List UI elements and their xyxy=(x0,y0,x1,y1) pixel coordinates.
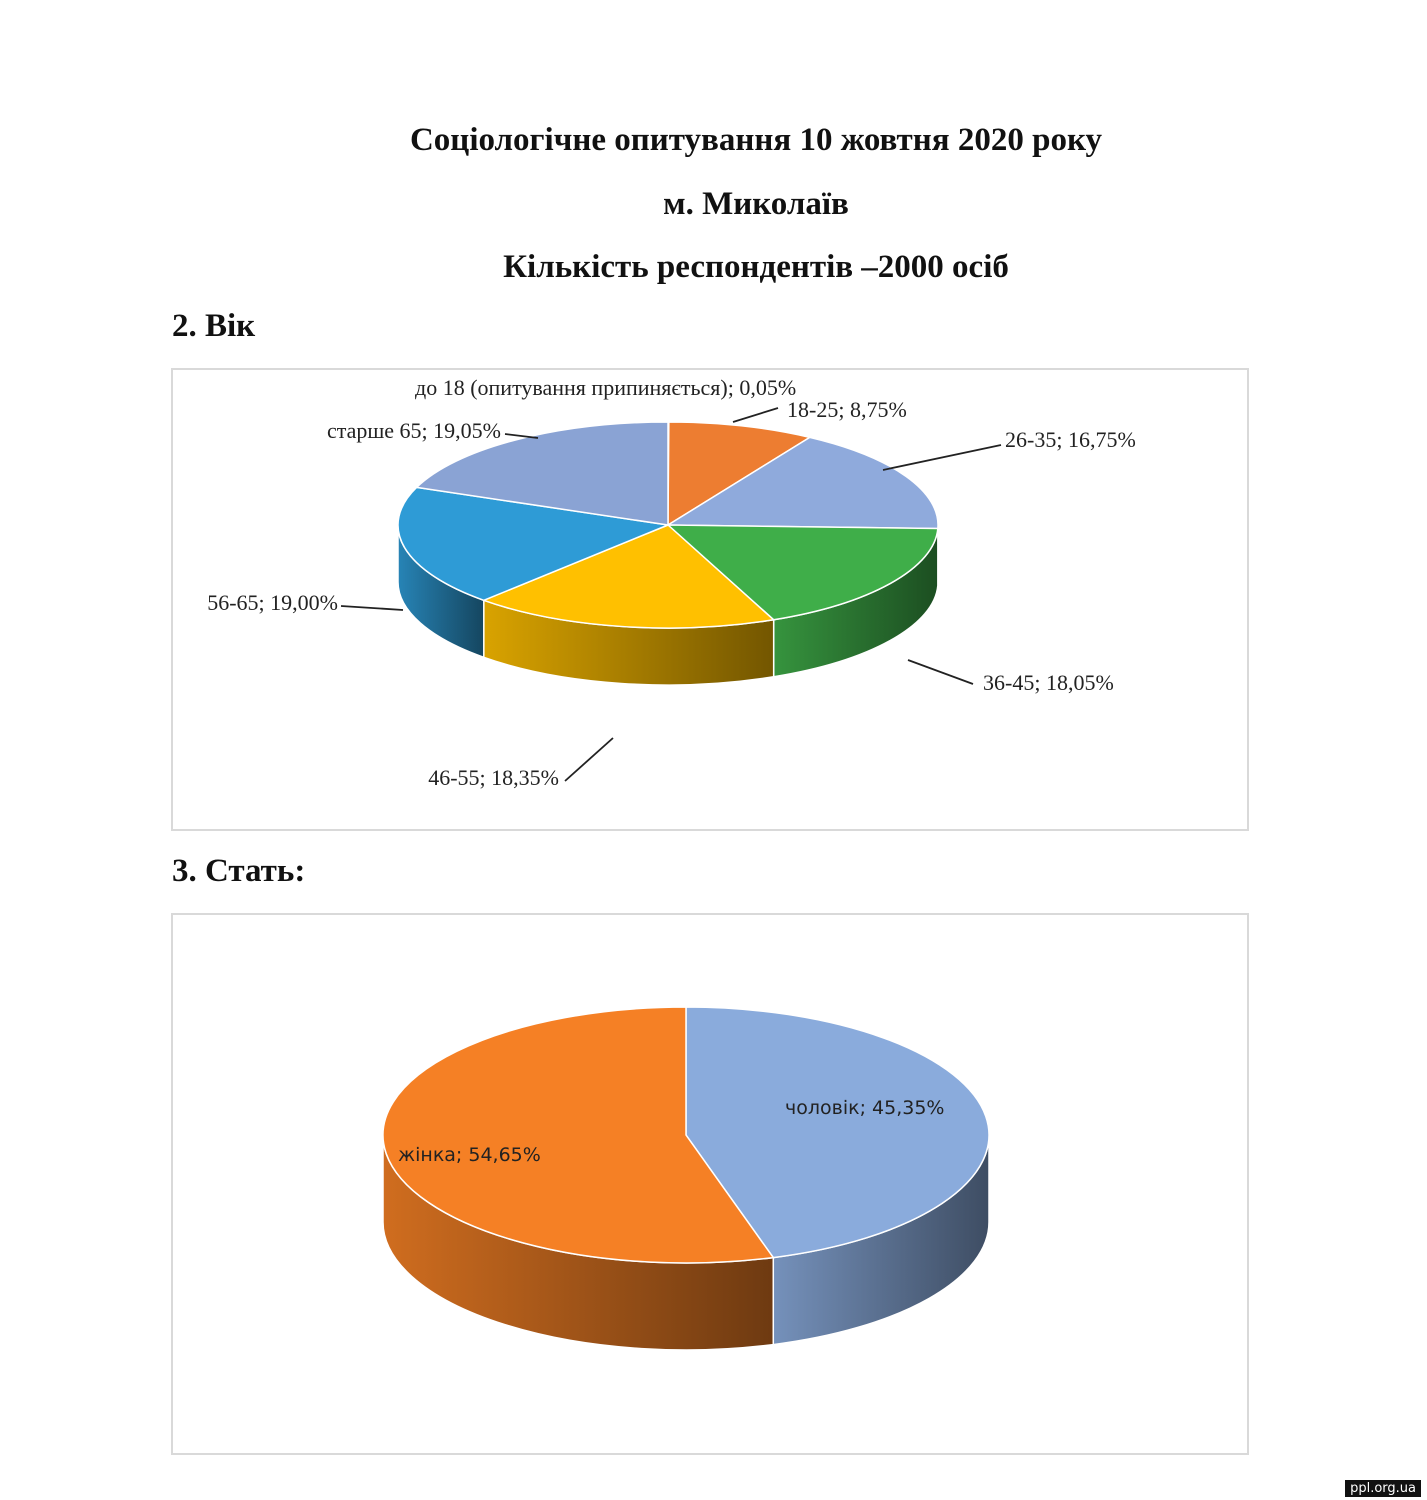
section-age-heading: 2. Вік xyxy=(172,308,256,344)
respondents-subtitle: Кількість респондентів –2000 осіб xyxy=(503,249,1009,285)
data-label-5: 56-65; 19,00% xyxy=(207,590,338,615)
data-label-4: 46-55; 18,35% xyxy=(428,765,559,790)
leader-line-2 xyxy=(883,445,1001,470)
leader-line-3 xyxy=(908,660,973,684)
page-title: Соціологічне опитування 10 жовтня 2020 року xyxy=(409,122,1103,158)
data-label-2: 26-35; 16,75% xyxy=(1005,427,1136,452)
age-chart xyxy=(171,368,1249,831)
data-label-1: 18-25; 8,75% xyxy=(787,397,907,422)
gender-pie-chart xyxy=(173,915,1247,1453)
gender-chart xyxy=(171,913,1249,1455)
data-label-6: старше 65; 19,05% xyxy=(326,418,501,443)
leader-line-4 xyxy=(565,738,613,781)
gender-label-1: жінка; 54,65% xyxy=(398,1144,541,1166)
city-subtitle: м. Миколаїв xyxy=(663,186,849,222)
data-label-3: 36-45; 18,05% xyxy=(983,670,1114,695)
leader-line-1 xyxy=(733,408,778,422)
watermark: ppl.org.ua xyxy=(1345,1480,1421,1497)
data-label-0: до 18 (опитування припиняється); 0,05% xyxy=(415,375,797,400)
age-pie-chart xyxy=(173,370,1247,829)
leader-line-5 xyxy=(341,606,403,610)
section-gender-heading: 3. Стать: xyxy=(172,853,306,889)
gender-label-0: чоловік; 45,35% xyxy=(785,1097,945,1119)
